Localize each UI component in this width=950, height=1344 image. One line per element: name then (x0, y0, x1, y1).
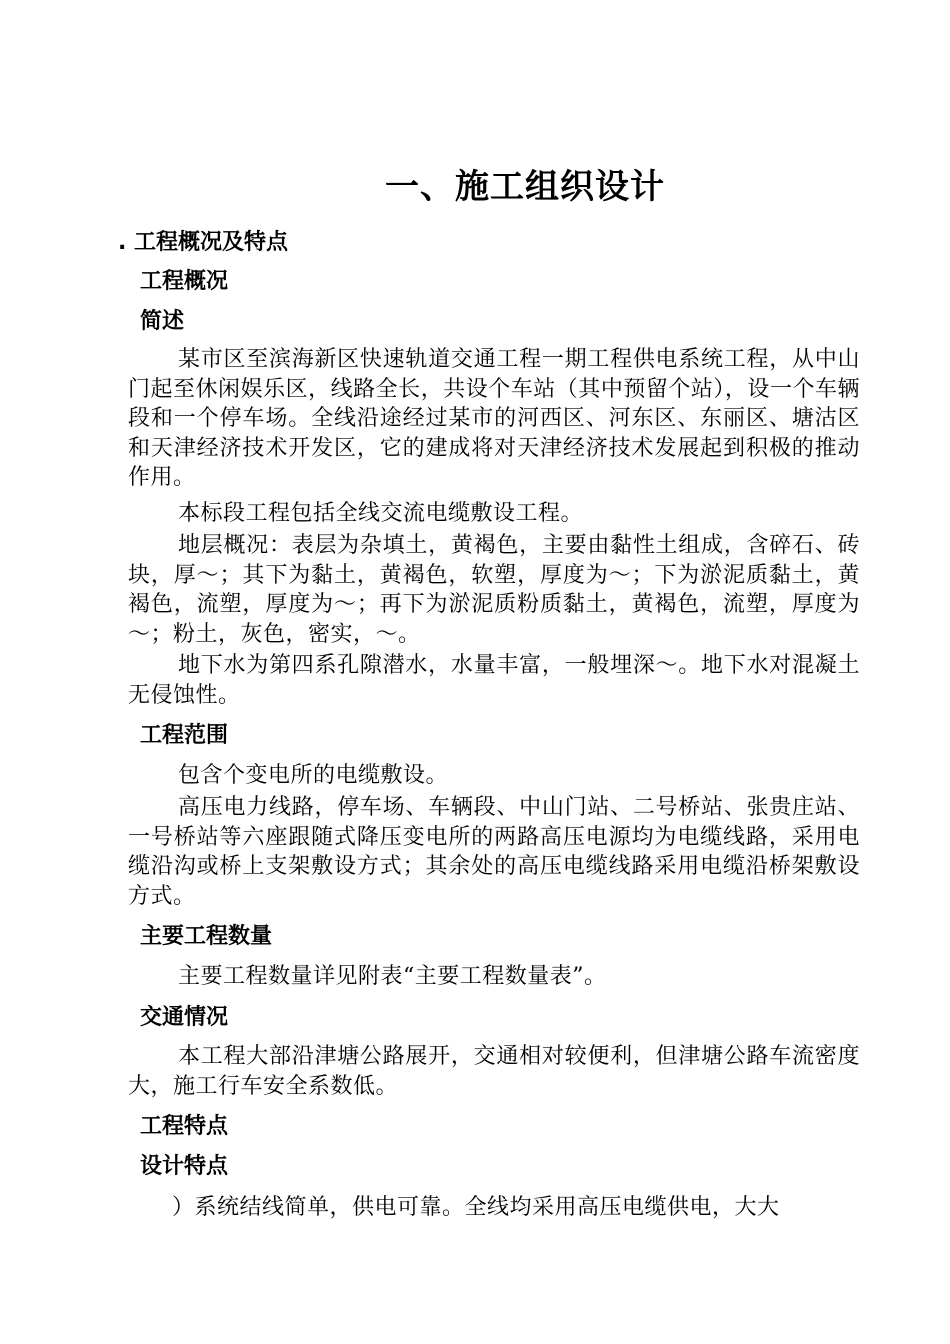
paragraph-groundwater: 地下水为第四系孔隙潜水，水量丰富，一般埋深～。地下水对混凝土无侵蚀性。 (128, 653, 860, 708)
section-heading-traffic: 交通情况 (140, 1005, 229, 1030)
section-heading-project-features: 工程特点 (140, 1114, 229, 1139)
document-title: 一、施工组织设计 (385, 167, 665, 207)
section-heading-brief: 简述 (140, 309, 185, 334)
paragraph-high-voltage-lines: 高压电力线路，停车场、车辆段、中山门站、二号桥站、张贵庄站、一号桥站等六座跟随式降压变电所的两路高压电源均为电缆线路，采用电缆沿沟或桥上支架敷设方式；其余处的高压电缆线路采用电缆沿桥架敷设方式。 (128, 795, 860, 909)
paragraph-quantities-reference: 主要工程数量详见附表“主要工程数量表”。 (178, 964, 607, 989)
section-heading-main-quantities: 主要工程数量 (140, 924, 273, 949)
paragraph-substation-cables: 包含个变电所的电缆敷设。 (178, 763, 449, 788)
paragraph-system-wiring: ）系统结线简单，供电可靠。全线均采用高压电缆供电，大大 (172, 1195, 780, 1220)
paragraph-stratum-overview: 地层概况：表层为杂填土，黄褐色，主要由黏性土组成，含碎石、砖块，厚～；其下为黏土，黄褐色，软塑，厚度为～；下为淤泥质黏土，黄褐色，流塑，厚度为～；再下为淤泥质粉质黏土，黄褐色，流塑，厚度为～；粉土，灰色，密实，～。 (128, 533, 860, 647)
section-heading-project-overview: 工程概况 (140, 269, 229, 294)
paragraph-scope-of-section: 本标段工程包括全线交流电缆敷设工程。 (178, 501, 584, 526)
section-heading-project-scope: 工程范围 (140, 723, 229, 748)
paragraph-traffic-conditions: 本工程大部沿津塘公路展开，交通相对较便利，但津塘公路车流密度大，施工行车安全系数低。 (128, 1044, 860, 1099)
section-heading-design-features: 设计特点 (140, 1154, 229, 1179)
paragraph-brief-intro: 某市区至滨海新区快速轨道交通工程一期工程供电系统工程，从中山门起至休闲娱乐区，线路全长，共设个车站（其中预留个站），设一个车辆段和一个停车场。全线沿途经过某市的河西区、河东区、东丽区、塘沽区和天津经济技术开发区，它的建成将对天津经济技术发展起到积极的推动作用。 (128, 347, 860, 490)
section-heading-overview-and-features: . 工程概况及特点 (118, 230, 289, 255)
